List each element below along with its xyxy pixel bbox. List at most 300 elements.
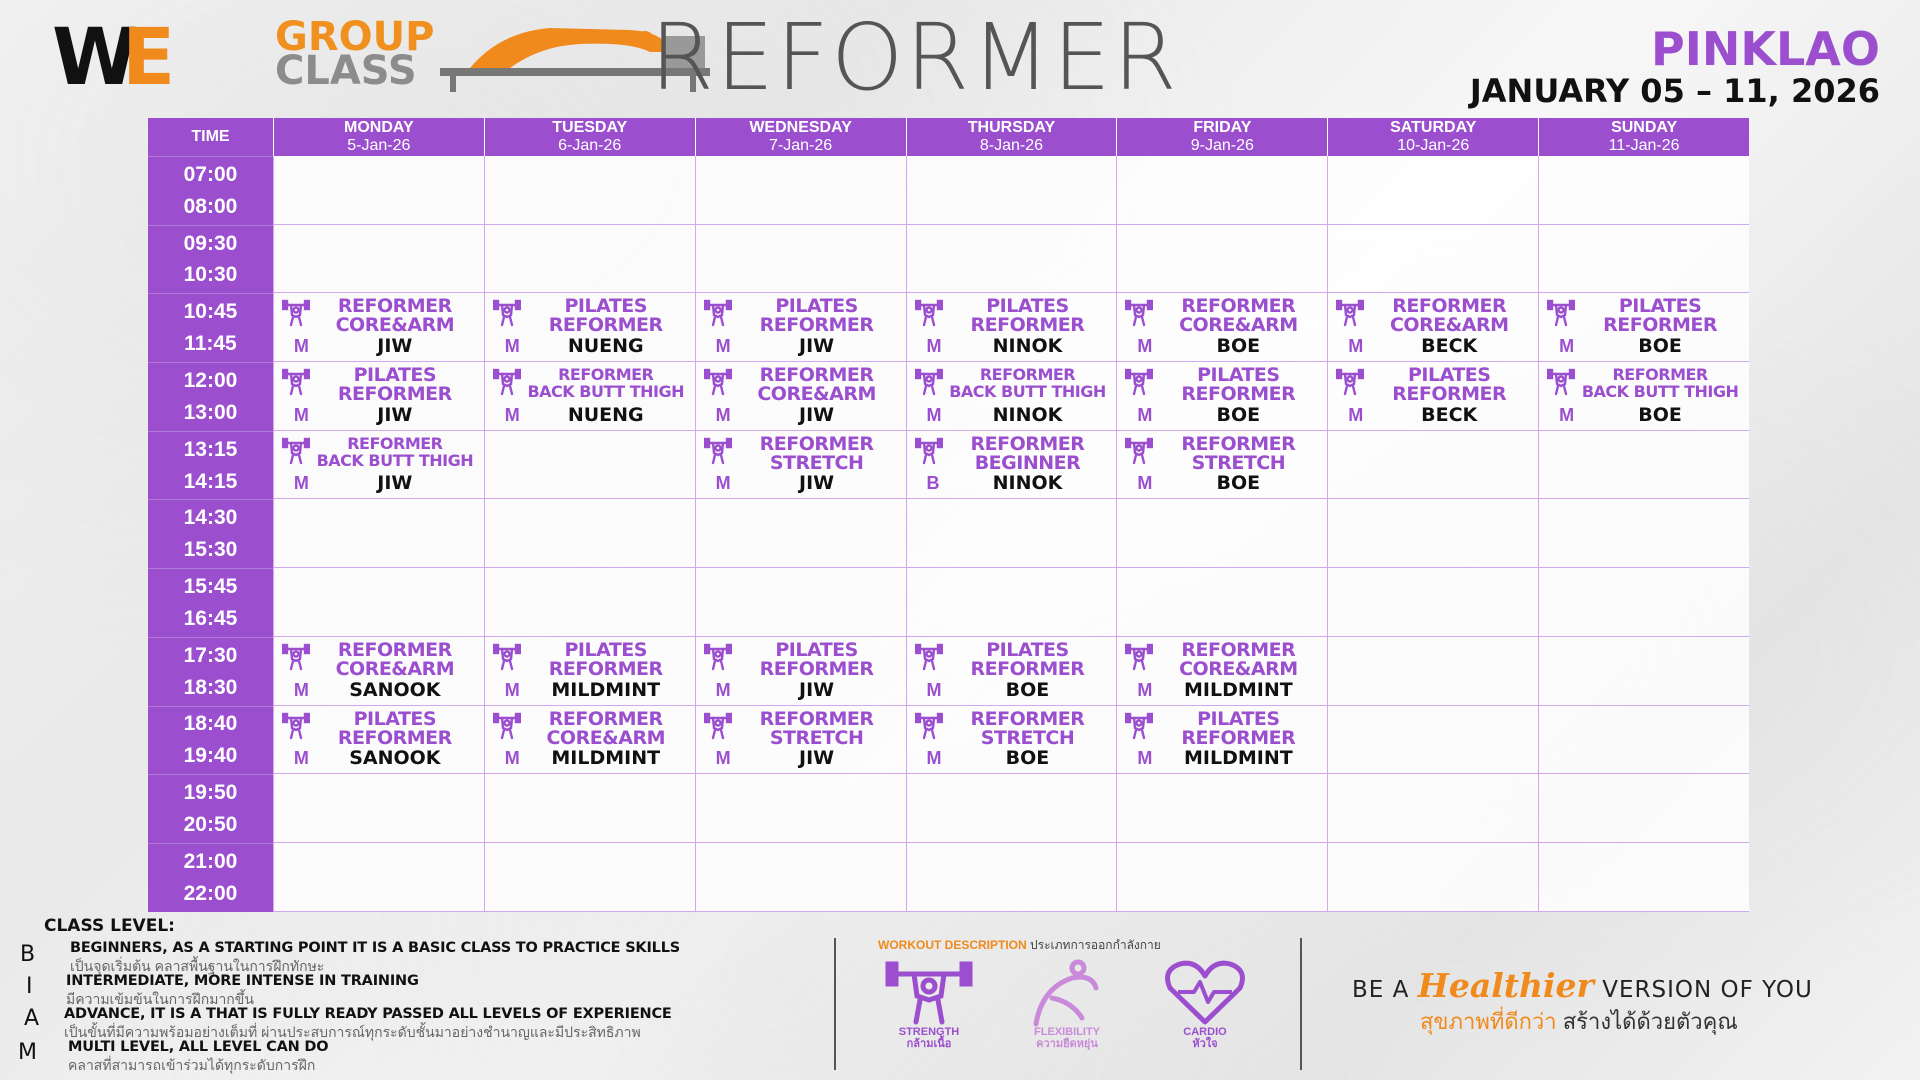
class-slot [1327,706,1538,775]
class-slot [1327,774,1538,843]
instructor-name: MILDMINT [551,678,661,701]
level-b-desc-th: เป็นจุดเริ่มต้น คลาสพื้นฐานในการฝึกทักษะ [70,958,325,974]
class-name-line2: CORE&ARM [1179,657,1298,680]
class-card[interactable] [907,706,1117,774]
divider [834,938,836,1070]
class-card[interactable] [907,431,1117,499]
class-slot [1327,843,1538,912]
class-name-line2: CORE&ARM [1179,314,1298,337]
strength-icon [282,368,310,396]
class-slot [695,774,906,843]
class-name-line2: REFORMER [1603,314,1718,337]
instructor-name: BOE [1216,472,1261,495]
class-card[interactable] [1117,706,1327,774]
logo-e: E [122,13,166,103]
class-level-badge: B [926,473,940,494]
slogan-accent: Healthier [1417,966,1594,1005]
class-slot [906,774,1117,843]
class-name-line2: STRETCH [769,726,864,749]
workout-title-th: ประเภทการออกกำลังกาย [1030,938,1161,952]
class-label: CLASS [275,48,417,94]
class-name [1362,366,1536,404]
strength-icon [1547,299,1575,327]
day-name: WEDNESDAY [749,119,852,136]
instructor-name: MILDMINT [1184,747,1293,770]
strength-icon [1336,368,1364,396]
class-name-line1: PILATES [564,295,647,318]
class-slot [906,568,1117,637]
class-slot [1538,568,1749,637]
class-name [519,366,693,400]
class-name-line1: REFORMER [979,365,1076,385]
strength-icon [915,712,943,740]
class-slot[interactable] [1327,293,1538,362]
class-slot[interactable] [484,293,695,362]
flexibility-label-th: ความยืดหยุ่น [1036,1038,1098,1050]
class-level-badge: M [293,748,309,769]
instructor-name: NINOK [992,472,1063,495]
end-time: 15:30 [183,538,238,562]
instructor-name: JIW [799,472,835,495]
strength-icon [1125,643,1153,671]
class-slot [695,499,906,568]
slogan-th-accent: สุขภาพที่ดีกว่า [1420,1009,1557,1034]
class-slot[interactable] [484,362,695,431]
class-name [519,638,693,680]
day-date: 7-Jan-26 [769,137,833,154]
class-name-line2: REFORMER [970,657,1085,680]
class-slot[interactable] [484,637,695,706]
class-slot [1327,225,1538,294]
strength-icon [1547,368,1575,396]
class-card[interactable] [696,637,906,705]
class-card[interactable] [1328,293,1538,361]
end-time: 14:15 [183,469,238,493]
day-date: 6-Jan-26 [558,137,622,154]
class-card[interactable] [907,637,1117,705]
class-name [308,366,482,404]
class-name-line1: REFORMER [759,707,874,730]
class-slot[interactable] [695,706,906,775]
class-card[interactable] [696,706,906,774]
level-a-desc: ADVANCE, IT IS A THAT IS FULLY READY PASSED ALL LEVELS OF EXPERIENCE [64,1006,672,1022]
class-slot [1116,843,1327,912]
class-name [941,297,1115,335]
class-slot[interactable] [1116,431,1327,500]
end-time: 19:40 [183,744,238,768]
class-name [1151,638,1325,680]
start-time: 21:00 [183,849,238,873]
class-slot[interactable] [906,431,1117,500]
class-card[interactable] [274,362,484,430]
class-level-badge: M [293,473,309,494]
class-name [1573,297,1747,335]
class-name-line2: CORE&ARM [335,657,455,680]
strength-icon [915,643,943,671]
time-cell [148,293,273,362]
time-cell [148,499,273,568]
instructor-name: JIW [799,747,835,770]
class-card[interactable] [696,293,906,361]
day-name: MONDAY [344,119,414,136]
strength-icon [493,643,521,671]
divider [1300,938,1302,1070]
class-slot [1538,843,1749,912]
class-card[interactable] [1328,362,1538,430]
class-level-badge: M [1348,404,1364,425]
class-name-line2: REFORMER [759,314,874,337]
strength-icon [1125,299,1153,327]
class-name-line1: REFORMER [759,364,874,387]
instructor-name: BECK [1421,403,1478,426]
class-slot[interactable] [273,637,484,706]
class-level-badge: M [926,748,942,769]
time-cell [148,706,273,775]
instructor-name: NINOK [992,335,1063,358]
class-slot[interactable] [1116,293,1327,362]
class-slot[interactable] [695,431,906,500]
class-name [730,638,904,680]
class-slot [484,225,695,294]
instructor-name: BOE [1638,403,1682,426]
class-level-badge: M [715,336,731,357]
day-name: FRIDAY [1193,119,1252,136]
class-card[interactable] [485,706,695,774]
date-range: JANUARY 05 – 11, 2026 [1469,72,1880,110]
class-name-line2: STRETCH [769,451,864,474]
class-slot [273,156,484,225]
day-header [1327,118,1538,156]
instructor-name: JIW [799,403,835,426]
table-row [148,637,1749,706]
start-time: 14:30 [183,506,238,530]
footer [0,912,1920,1080]
strength-icon [704,643,732,671]
class-level-title: CLASS LEVEL: [44,916,175,936]
class-card[interactable] [907,293,1117,361]
level-letter-m: M [18,1040,37,1065]
class-level-badge: M [1559,336,1575,357]
class-level-badge: M [1137,336,1153,357]
level-letter-a: A [24,1006,40,1031]
strength-icon [493,712,521,740]
instructor-name: NINOK [992,403,1063,426]
class-card[interactable] [485,293,695,361]
class-slot [906,156,1117,225]
class-slot[interactable] [273,431,484,500]
class-name-line1: REFORMER [558,365,654,385]
class-slot[interactable] [695,293,906,362]
end-time: 20:50 [183,812,238,836]
class-name-line1: REFORMER [337,295,452,318]
class-slot[interactable] [1538,293,1749,362]
we-logo [52,13,166,103]
cardio-label [1150,1026,1260,1050]
class-card[interactable] [485,362,695,430]
time-cell [148,225,273,294]
class-card[interactable] [274,706,484,774]
class-slot[interactable] [1116,362,1327,431]
class-card[interactable] [274,293,484,361]
start-time: 13:15 [183,437,238,461]
class-slot [1116,568,1327,637]
instructor-name: NUENG [567,403,644,426]
class-card[interactable] [274,431,484,499]
strength-icon [1125,368,1153,396]
class-name-line1: PILATES [1408,364,1491,387]
class-name [1151,432,1325,474]
table-row [148,706,1749,775]
class-name-line1: REFORMER [347,433,443,453]
start-time: 10:45 [183,300,238,324]
instructor-name: NUENG [567,335,644,358]
class-level-badge: M [504,404,520,425]
class-slot[interactable] [906,637,1117,706]
class-slot [484,568,695,637]
class-slot[interactable] [273,293,484,362]
class-card[interactable] [1539,293,1749,361]
start-time: 07:00 [183,162,238,186]
class-slot[interactable] [906,293,1117,362]
strength-icon [493,368,521,396]
class-slot [1538,774,1749,843]
class-slot[interactable] [1538,362,1749,431]
header [0,0,1920,118]
class-slot [1538,499,1749,568]
day-date: 11-Jan-26 [1608,137,1680,154]
slogan-th-rest: สร้างได้ด้วยตัวคุณ [1556,1009,1738,1034]
class-name-line1: PILATES [1618,295,1702,318]
end-time: 18:30 [183,675,238,699]
class-slot [906,499,1117,568]
class-name [1362,297,1536,335]
class-name [730,432,904,474]
class-slot [695,568,906,637]
class-card[interactable] [485,637,695,705]
class-slot [273,499,484,568]
day-date: 5-Jan-26 [347,137,411,154]
flexibility-icon [1022,958,1112,1028]
class-level-badge: M [293,404,309,425]
class-slot [484,499,695,568]
end-time: 11:45 [184,332,237,356]
day-header [273,118,484,156]
class-card[interactable] [696,431,906,499]
class-name-line2: REFORMER [337,726,452,749]
class-name [519,297,693,335]
instructor-name: BOE [1216,335,1261,358]
instructor-name: JIW [377,403,413,426]
start-time: 19:50 [183,781,238,805]
class-slot[interactable] [906,362,1117,431]
class-slot [695,225,906,294]
class-name-line2: REFORMER [970,314,1085,337]
class-card[interactable] [1117,637,1327,705]
start-time: 18:40 [183,712,238,736]
table-row [148,293,1749,362]
class-slot [906,225,1117,294]
class-name-line1: PILATES [353,364,437,387]
class-name-line1: PILATES [986,295,1069,318]
end-time: 16:45 [183,606,238,630]
class-name-line2: REFORMER [548,314,663,337]
class-slot[interactable] [273,706,484,775]
strength-icon [915,299,943,327]
class-level-badge: M [926,679,942,700]
cardio-label-en: CARDIO [1183,1026,1227,1038]
logo-w: W [52,13,129,103]
time-cell [148,431,273,500]
class-slot[interactable] [906,706,1117,775]
instructor-name: JIW [377,472,413,495]
workout-title-en: WORKOUT DESCRIPTION [878,938,1027,952]
table-row [148,843,1749,912]
strength-icon [1125,437,1153,465]
class-name [519,707,693,749]
class-name-line1: REFORMER [1392,295,1507,318]
start-time: 09:30 [183,231,238,255]
instructor-name: SANOOK [349,747,441,770]
cardio-label-th: หัวใจ [1192,1038,1218,1050]
class-name-line1: REFORMER [1181,432,1296,455]
strength-icon [915,437,943,465]
instructor-name: BOE [1216,403,1261,426]
class-slot [273,225,484,294]
class-slot[interactable] [273,362,484,431]
class-name-line1: PILATES [353,707,437,730]
strength-label-en: STRENGTH [898,1026,960,1038]
class-name [1151,366,1325,404]
instructor-name: SANOOK [349,678,441,701]
instructor-name: BOE [1638,335,1682,358]
branch-info [1469,22,1880,110]
instructor-name: BECK [1421,335,1478,358]
strength-icon [1125,712,1153,740]
class-slot [1116,499,1327,568]
day-name: TUESDAY [552,119,628,136]
class-name-line2: REFORMER [548,657,663,680]
class-slot [1327,156,1538,225]
strength-icon [704,712,732,740]
day-name: SUNDAY [1611,119,1678,136]
table-row [148,225,1749,294]
level-letter-i: I [26,974,33,999]
end-time: 10:30 [183,263,238,287]
class-name-line2: CORE&ARM [1389,314,1509,337]
class-name [308,297,482,335]
strength-icon [282,437,310,465]
class-level-badge: M [504,748,520,769]
class-level-badge: M [504,679,520,700]
instructor-name: BOE [1005,747,1050,770]
strength-icon [282,712,310,740]
class-slot [484,843,695,912]
class-card[interactable] [907,362,1117,430]
table-row [148,431,1749,500]
class-name-line2: BACK BUTT THIGH [949,382,1106,402]
level-m-desc-th: คลาสที่สามารถเข้าร่วมได้ทุกระดับการฝึก [68,1057,316,1073]
class-slot [273,568,484,637]
strength-label-th: กล้ามเนื้อ [906,1038,952,1050]
strength-icon [1336,299,1364,327]
level-m-desc: MULTI LEVEL, ALL LEVEL CAN DO [68,1039,329,1055]
class-slot [1538,706,1749,775]
class-slot[interactable] [1116,706,1327,775]
class-slot [1116,225,1327,294]
class-name-line1: REFORMER [1181,295,1296,318]
class-name-line2: REFORMER [337,383,452,406]
time-cell [148,156,273,225]
class-slot[interactable] [695,362,906,431]
class-name-line1: REFORMER [337,638,452,661]
class-level-badge: M [293,336,309,357]
class-name-line2: REFORMER [1181,383,1296,406]
time-header: TIME [148,118,273,156]
class-name [308,435,482,469]
class-name-line1: REFORMER [548,707,663,730]
slogan-pre: BE A [1352,977,1410,1003]
page-title: REFORMER [650,4,1179,111]
strength-icon [704,437,732,465]
slogan-th [1420,1004,1738,1039]
class-name-line2: BACK BUTT THIGH [1581,382,1739,402]
time-cell [148,362,273,431]
class-slot[interactable] [1116,637,1327,706]
class-name [941,432,1115,474]
time-cell [148,568,273,637]
instructor-name: BOE [1005,678,1050,701]
strength-icon [704,368,732,396]
start-time: 17:30 [183,643,238,667]
start-time: 15:45 [183,575,238,599]
class-slot [1116,774,1327,843]
class-name-line1: REFORMER [1612,365,1708,385]
strength-icon [282,299,310,327]
branch-name: PINKLAO [1651,22,1880,76]
day-header [1538,118,1749,156]
class-slot [273,774,484,843]
flexibility-label-en: FLEXIBILITY [1034,1026,1100,1038]
day-header [906,118,1117,156]
class-name [308,707,482,749]
class-card[interactable] [696,362,906,430]
class-card[interactable] [1117,293,1327,361]
group-class-logo [275,14,435,94]
class-name-line2: CORE&ARM [546,726,665,749]
class-card[interactable] [1539,362,1749,430]
class-name [730,707,904,749]
class-name-line1: REFORMER [1181,638,1296,661]
class-name-line1: PILATES [1197,707,1280,730]
class-slot[interactable] [484,706,695,775]
class-name [1151,707,1325,749]
table-header-row [148,118,1749,156]
instructor-name: MILDMINT [1184,678,1293,701]
class-name [1573,366,1747,400]
class-name-line1: PILATES [986,638,1069,661]
class-card[interactable] [1117,431,1327,499]
class-card[interactable] [1117,362,1327,430]
class-slot[interactable] [695,637,906,706]
class-slot[interactable] [1327,362,1538,431]
slogan [1352,966,1813,1005]
class-slot [1327,637,1538,706]
day-header [1116,118,1327,156]
class-level-badge: M [1559,404,1575,425]
class-card[interactable] [274,637,484,705]
class-slot [695,843,906,912]
class-name [308,638,482,680]
